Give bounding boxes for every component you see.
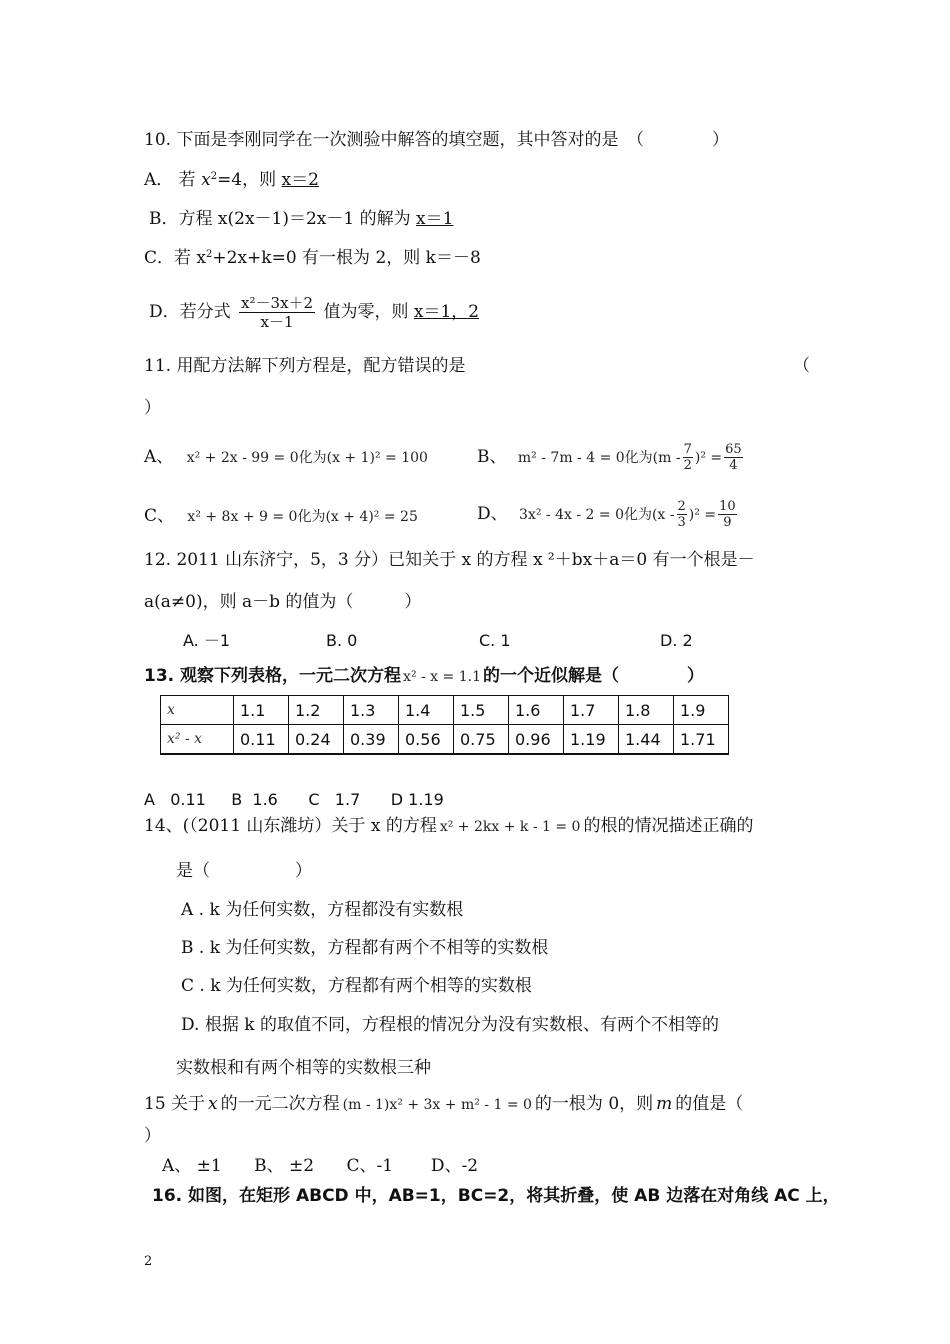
q14-option-d2: 实数根和有两个相等的实数根三种 bbox=[176, 1058, 431, 1078]
q12-line2: a(a≠0)，则 a－b 的值为（ ） bbox=[144, 592, 422, 612]
table-cell: 1.5 bbox=[454, 696, 509, 725]
table-cell: 0.75 bbox=[454, 725, 509, 755]
q11-option-d bbox=[477, 497, 739, 532]
table-cell: 1.9 bbox=[674, 696, 729, 725]
q10-a-prefix: A． 若 bbox=[144, 170, 202, 190]
q11-d-res-num: 10 bbox=[719, 499, 736, 514]
q13-table bbox=[160, 695, 729, 755]
q11-option-a bbox=[144, 446, 428, 469]
q14-stem-a: 14、(（2011 山东潍坊）关于 x 的方程 bbox=[144, 816, 437, 836]
q13-stem-a: 13. 观察下列表格，一元二次方程 bbox=[144, 666, 402, 686]
q15-stem-b: 的一元二次方程 bbox=[220, 1094, 340, 1114]
q14-equation: x² + 2kx + k - 1 = 0 bbox=[439, 819, 581, 835]
q10-b-equation: x(2x－1)＝2x－1 bbox=[217, 209, 355, 229]
table-cell: 0.24 bbox=[289, 725, 344, 755]
table-row bbox=[161, 696, 729, 725]
q14-stem-b: 的根的情况描述正确的 bbox=[583, 816, 754, 836]
q11-d-fraction bbox=[677, 499, 687, 530]
q13-stem bbox=[144, 665, 704, 688]
q10-c-sup: 2 bbox=[206, 249, 213, 260]
q15-stem-c: 的一根为 0，则 bbox=[534, 1094, 654, 1114]
table-cell: 0.96 bbox=[509, 725, 564, 755]
q11-d-label: D、 bbox=[477, 504, 508, 524]
q11-b-result bbox=[724, 442, 743, 473]
q14-option-c: C . k 为任何实数，方程都有两个相等的实数根 bbox=[181, 976, 532, 996]
q11-d-res-den: 9 bbox=[723, 515, 732, 530]
q10-a-x: x bbox=[201, 170, 211, 190]
q11-b-label: B、 bbox=[477, 447, 507, 467]
q11-b-eq2: )² = bbox=[694, 450, 723, 466]
q13-equation: x² - x = 1.1 bbox=[403, 669, 481, 685]
q10-b-answer: x＝1 bbox=[416, 209, 454, 229]
q15-options: A、 ±1 B、 ±2 C、-1 D、-2 bbox=[162, 1156, 479, 1176]
q12-option-a: A. －1 bbox=[183, 631, 231, 650]
q14-option-d1: D. 根据 k 的取值不同，方程根的情况分为没有实数根、有两个不相等的 bbox=[181, 1015, 719, 1035]
q10-option-c bbox=[144, 247, 481, 269]
q11-c-equation: x² + 8x + 9 = 0化为(x + 4)² = 25 bbox=[187, 509, 418, 525]
table-cell: 0.11 bbox=[234, 725, 289, 755]
q10-option-d bbox=[149, 292, 479, 332]
q11-b-res-den: 4 bbox=[729, 458, 738, 473]
q12-line1: 12. 2011 山东济宁，5，3 分）已知关于 x 的方程 x ²＋bx＋a＝0 有一个根是－ bbox=[144, 550, 755, 570]
table-cell: 1.4 bbox=[399, 696, 454, 725]
table-cell: 1.2 bbox=[289, 696, 344, 725]
q10-d-answer: x＝1，2 bbox=[413, 302, 480, 322]
q15-var-m: m bbox=[656, 1094, 673, 1114]
table-cell: 0.39 bbox=[344, 725, 399, 755]
q11-stem: 11. 用配方法解下列方程是，配方错误的是 bbox=[144, 356, 466, 376]
table-cell: 0.56 bbox=[399, 725, 454, 755]
q10-c-prefix: C．若 bbox=[144, 248, 197, 268]
q12-option-c: C. 1 bbox=[479, 631, 511, 650]
q10-c-answer: k＝－8 bbox=[425, 248, 481, 268]
q10-d-prefix: D．若分式 bbox=[149, 302, 237, 322]
q10-b-mid: 的解为 bbox=[354, 209, 417, 229]
q14-option-a: A . k 为任何实数，方程都没有实数根 bbox=[181, 900, 464, 920]
q11-b-frac-num: 7 bbox=[683, 442, 692, 457]
q10-a-mid: =4，则 bbox=[217, 170, 282, 190]
table-cell: 1.3 bbox=[344, 696, 399, 725]
q11-b-res-num: 65 bbox=[725, 442, 742, 457]
q10-a-sup: 2 bbox=[210, 171, 218, 182]
q11-b-eq1: m² - 7m - 4 = 0化为(m - bbox=[517, 450, 681, 466]
table-cell: 1.8 bbox=[619, 696, 674, 725]
q11-option-b bbox=[477, 440, 745, 475]
q10-stem: 10. 下面是李刚同学在一次测验中解答的填空题，其中答对的是 （ ） bbox=[144, 130, 729, 150]
q11-c-label: C、 bbox=[144, 506, 175, 526]
q15-stem-d: 的值是（ bbox=[675, 1094, 744, 1114]
q12-option-d: D. 2 bbox=[660, 631, 693, 650]
q11-d-eq1: 3x² - 4x - 2 = 0化为(x - bbox=[519, 507, 675, 523]
table-cell: 1.19 bbox=[564, 725, 619, 755]
q11-d-result bbox=[718, 499, 737, 530]
q11-a-equation: x² + 2x - 99 = 0化为(x + 1)² = 100 bbox=[186, 450, 428, 466]
q11-option-c bbox=[144, 505, 418, 528]
table-row bbox=[161, 725, 729, 755]
q11-d-frac-den: 3 bbox=[677, 515, 686, 530]
q15-stem-a: 15 关于 bbox=[144, 1094, 206, 1114]
q11-d-eq2: )² = bbox=[688, 507, 717, 523]
table-row-head: x bbox=[161, 696, 234, 725]
table-cell: 1.7 bbox=[564, 696, 619, 725]
q14-stem bbox=[144, 815, 753, 838]
q10-d-fraction bbox=[239, 294, 315, 331]
q11-a-label: A、 bbox=[144, 447, 174, 467]
table-cell: 1.6 bbox=[509, 696, 564, 725]
q15-close-paren: ） bbox=[144, 1126, 161, 1146]
q15-stem bbox=[144, 1093, 743, 1116]
q10-option-b bbox=[149, 208, 453, 230]
q10-a-answer: x＝2 bbox=[281, 170, 319, 190]
q15-var-x: x bbox=[208, 1094, 218, 1114]
table-cell: 1.44 bbox=[619, 725, 674, 755]
q14-stem-c: 是（ ） bbox=[176, 861, 312, 881]
table-row-head: x² - x bbox=[161, 725, 234, 755]
q16-stem: 16. 如图，在矩形 ABCD 中，AB=1，BC=2，将其折叠，使 AB 边落在对角线 AC 上， bbox=[152, 1186, 840, 1206]
q13-options: A 0.11 B 1.6 C 1.7 D 1.19 bbox=[144, 790, 444, 809]
q12-option-b: B. 0 bbox=[326, 631, 358, 650]
table-cell: 1.1 bbox=[234, 696, 289, 725]
q10-b-prefix: B．方程 bbox=[149, 209, 218, 229]
q11-b-frac-den: 2 bbox=[683, 458, 692, 473]
q10-d-numerator: x²－3x＋2 bbox=[241, 294, 314, 312]
q10-d-denominator: x－1 bbox=[260, 313, 294, 331]
q14-option-b: B . k 为任何实数，方程都有两个不相等的实数根 bbox=[181, 938, 549, 958]
q10-c-eq1: x bbox=[196, 248, 207, 268]
page-number: 2 bbox=[144, 1254, 153, 1269]
q11-b-fraction bbox=[683, 442, 693, 473]
q11-paren-open: （ bbox=[793, 356, 810, 376]
q10-c-eq2: +2x+k=0 有一根为 2，则 bbox=[212, 248, 426, 268]
q10-d-mid: 值为零，则 bbox=[318, 302, 414, 322]
q11-d-frac-num: 2 bbox=[677, 499, 686, 514]
table-cell: 1.71 bbox=[674, 725, 729, 755]
q10-option-a bbox=[144, 169, 319, 191]
q15-equation: (m - 1)x² + 3x + m² - 1 = 0 bbox=[342, 1097, 532, 1113]
q13-stem-b: 的一个近似解是（ ） bbox=[482, 666, 704, 686]
q11-paren-close: ） bbox=[144, 398, 161, 418]
